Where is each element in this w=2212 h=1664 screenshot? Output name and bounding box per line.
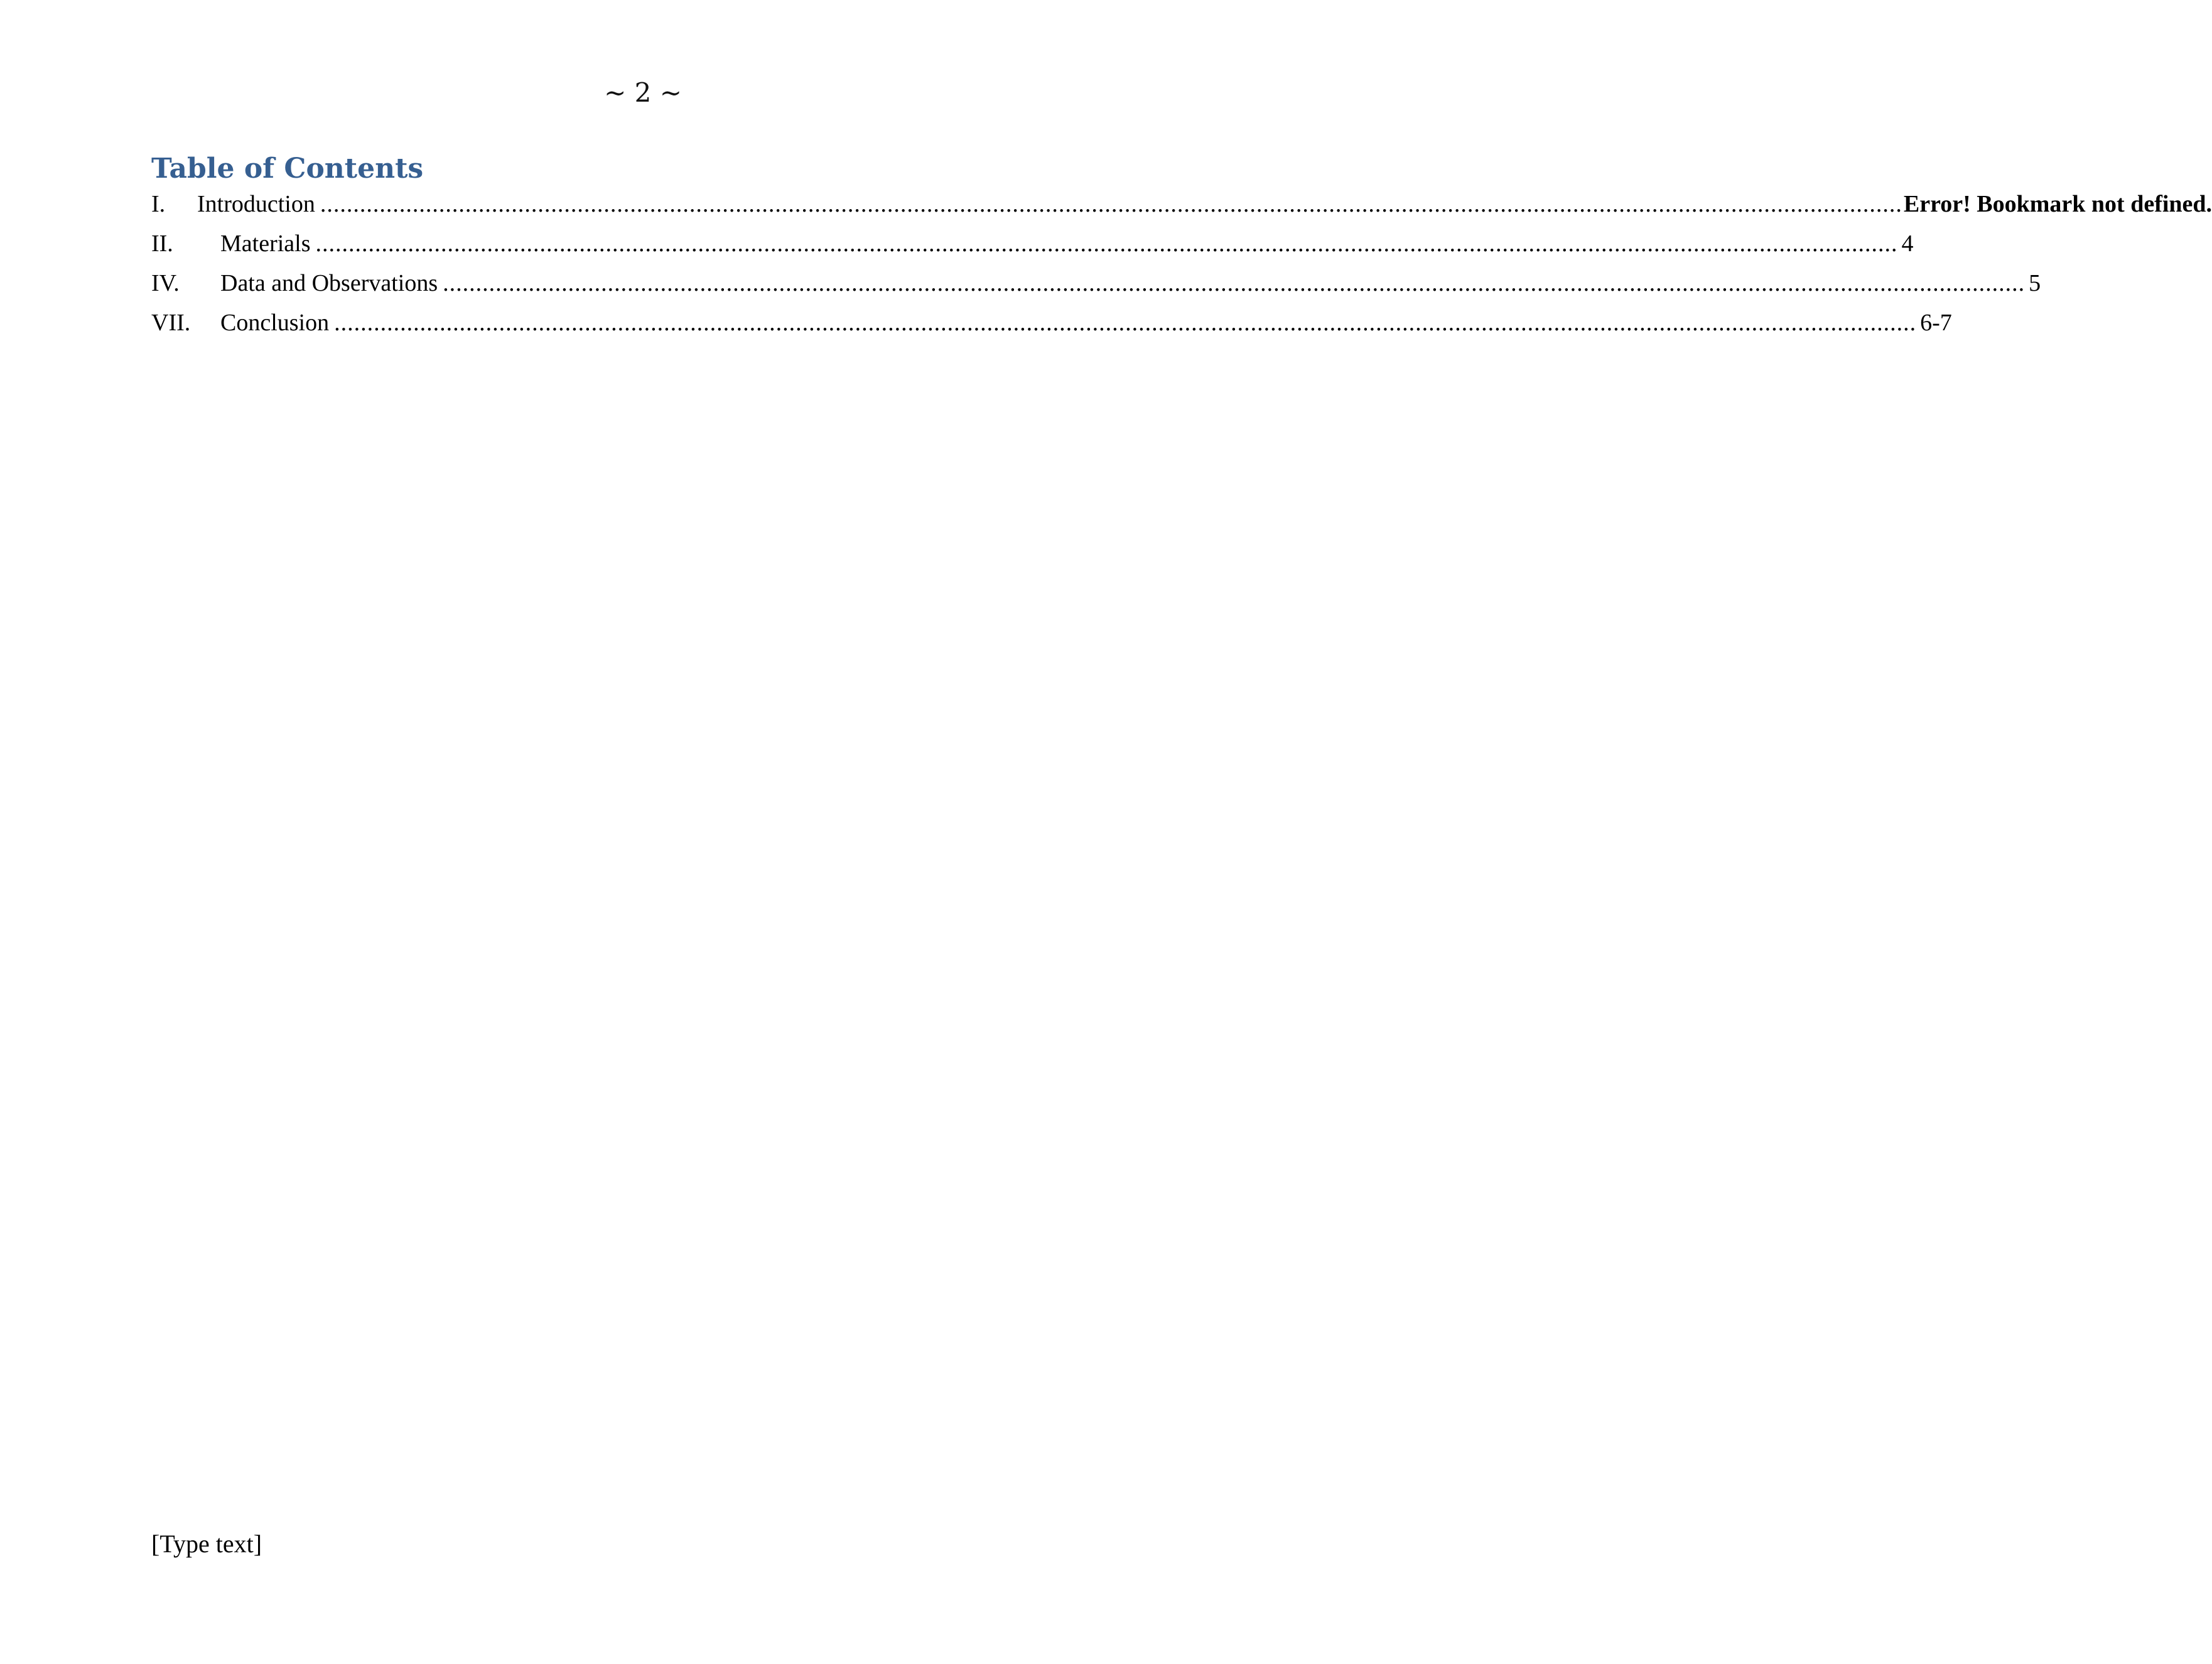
toc-entry-label: Introduction bbox=[197, 191, 315, 217]
toc-entry-page: 6-7 bbox=[1920, 310, 1952, 336]
toc-dot-leader: ................................................................................................................................................................................................................................................ bbox=[320, 191, 1902, 217]
toc-dot-leader: ................................................................................................................................................................................................................................................ bbox=[315, 230, 1898, 257]
toc-entry-page-error: Error! Bookmark not defined. bbox=[1903, 191, 2212, 217]
toc-list bbox=[151, 188, 2212, 347]
toc-entry-materials[interactable] bbox=[151, 228, 1914, 267]
toc-title: Table of Contents bbox=[151, 153, 424, 185]
toc-entry-label: Conclusion bbox=[220, 310, 330, 336]
toc-entry-main bbox=[220, 228, 1914, 259]
toc-entry-page: 4 bbox=[1901, 230, 1914, 257]
toc-entry-number: II. bbox=[151, 230, 173, 257]
toc-entry-label: Data and Observations bbox=[220, 270, 438, 296]
toc-entry-conclusion[interactable] bbox=[151, 307, 1952, 347]
toc-entry-introduction[interactable] bbox=[151, 188, 2212, 228]
toc-entry-number: IV. bbox=[151, 270, 180, 296]
toc-entry-number: I. bbox=[151, 191, 166, 217]
toc-entry-main bbox=[220, 267, 2041, 299]
toc-entry-label: Materials bbox=[220, 230, 311, 257]
toc-entry-number: VII. bbox=[151, 310, 191, 336]
page-number: ~ 2 ~ bbox=[604, 77, 682, 108]
toc-dot-leader: ................................................................................................................................................................................................................................................ bbox=[443, 270, 2026, 296]
footer-placeholder-text[interactable]: [Type text] bbox=[151, 1530, 262, 1558]
toc-dot-leader: ................................................................................................................................................................................................................................................ bbox=[334, 310, 1917, 336]
toc-entry-main bbox=[197, 188, 2212, 220]
toc-entry-data-and-observations[interactable] bbox=[151, 267, 2041, 307]
toc-entry-page: 5 bbox=[2029, 270, 2041, 296]
toc-entry-main bbox=[220, 307, 1952, 338]
